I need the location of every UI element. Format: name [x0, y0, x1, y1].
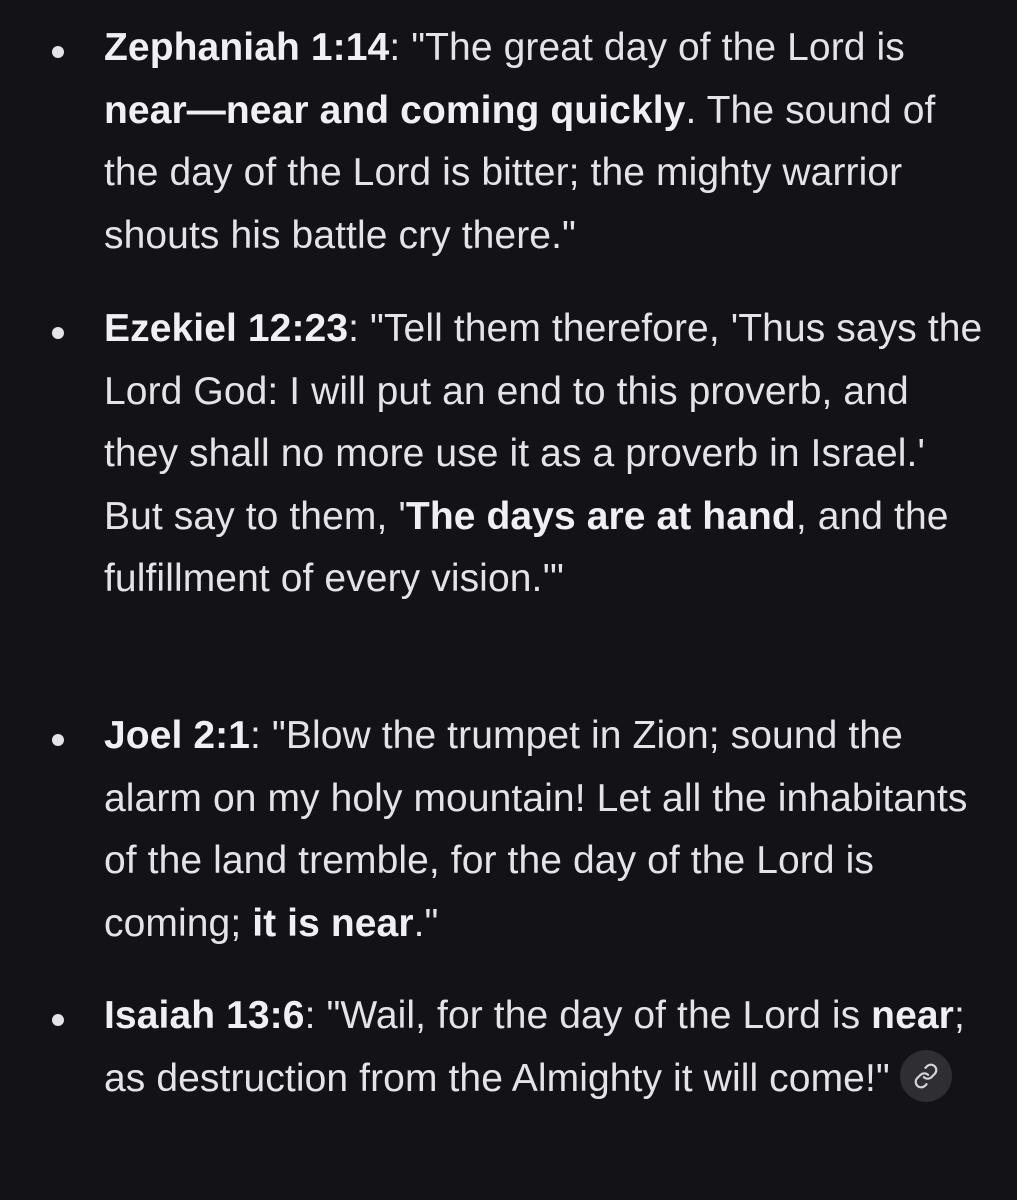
- verse-emphasis: it is near: [252, 901, 414, 945]
- verse-text: Ezekiel 12:23: "Tell them therefore, 'Thus says the Lord God: I will put an end to this proverb, and they shall no more use it as a proverb in Israel.' But say to them, 'The days are at hand, and the fulfillment of every vision.'": [104, 307, 983, 600]
- verse-reference: Isaiah 13:6: [104, 994, 305, 1037]
- verse-text: Joel 2:1: "Blow the trumpet in Zion; sound the alarm on my holy mountain! Let all the inhabitants of the land tremble, for the day of the Lord is coming; it is near.": [104, 714, 968, 945]
- bullet-icon: [52, 1014, 64, 1026]
- verse-emphasis: The days are at hand: [405, 494, 796, 538]
- bullet-icon: [52, 327, 64, 339]
- verse-reference: Ezekiel 12:23: [104, 307, 349, 350]
- verse-reference: Zephaniah 1:14: [104, 26, 390, 69]
- verse-emphasis: near: [871, 994, 954, 1037]
- verse-reference: Joel 2:1: [104, 714, 251, 757]
- verse-text: Zephaniah 1:14: "The great day of the Lord is near—near and coming quickly. The sound of the day of the Lord is bitter; the mighty warrior shouts his battle cry there.": [104, 26, 936, 257]
- verse-emphasis: near—near and coming quickly: [104, 88, 686, 132]
- bullet-icon: [52, 46, 64, 58]
- link-icon[interactable]: [900, 1050, 952, 1102]
- verse-text: Isaiah 13:6: "Wail, for the day of the Lord is near; as destruction from the Almighty it will come!": [104, 985, 984, 1110]
- bullet-icon: [52, 734, 64, 746]
